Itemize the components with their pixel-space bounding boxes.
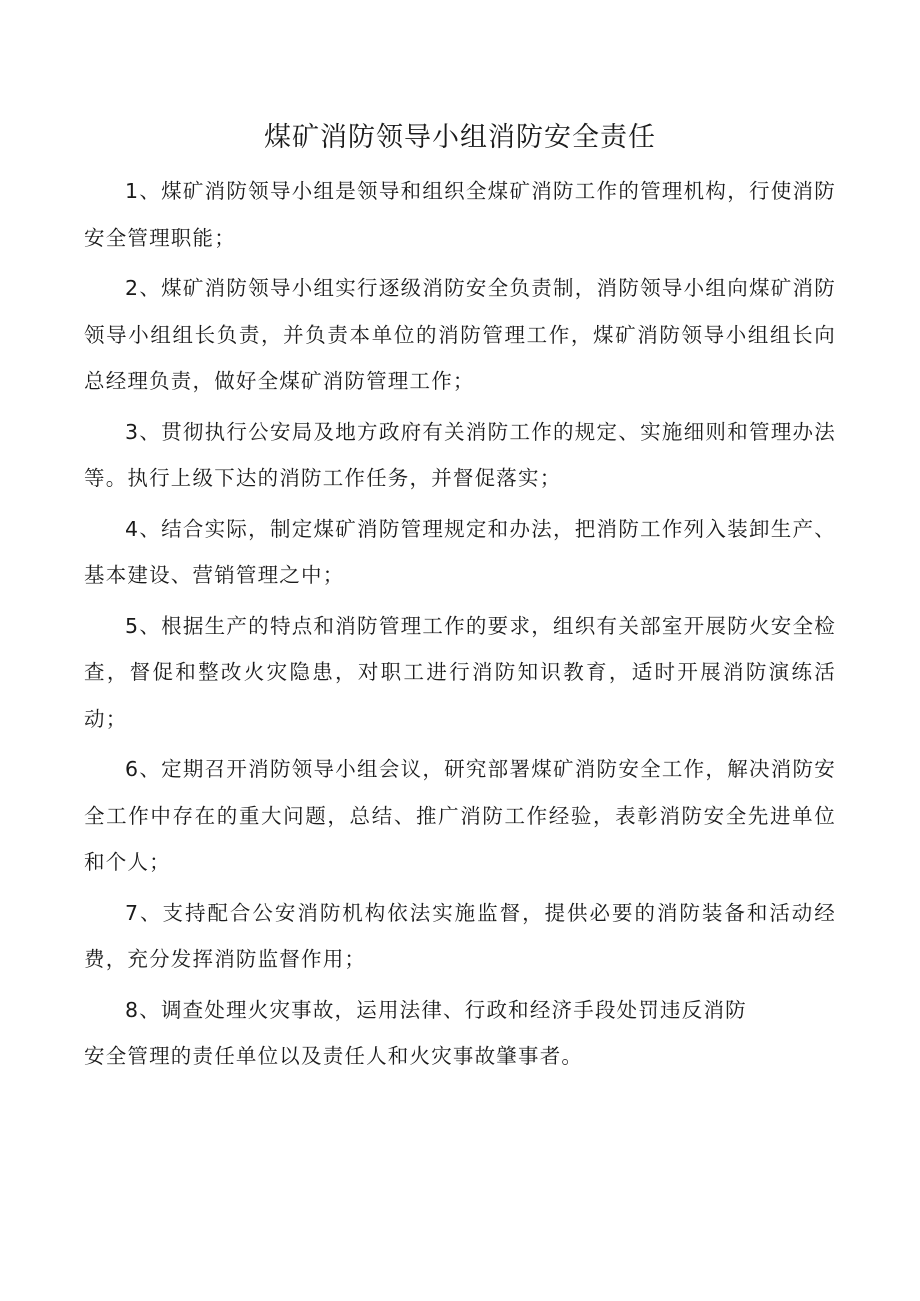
document-body xyxy=(84,168,836,1080)
paragraph-5: 5、根据生产的特点和消防管理工作的要求，组织有关部室开展防火安全检查，督促和整改火灾隐患，对职工进行消防知识教育，适时开展消防演练活动； xyxy=(84,613,836,731)
paragraph-4: 4、结合实际，制定煤矿消防管理规定和办法，把消防工作列入装卸生产、基本建设、营销管理之中； xyxy=(84,516,836,587)
document-title: 煤矿消防领导小组消防安全责任 xyxy=(264,122,656,153)
paragraph-8 xyxy=(84,987,836,1080)
paragraph-2: 2、煤矿消防领导小组实行逐级消防安全负责制，消防领导小组向煤矿消防领导小组组长负责，并负责本单位的消防管理工作，煤矿消防领导小组组长向总经理负责，做好全煤矿消防管理工作； xyxy=(84,276,836,393)
paragraph-7: 7、支持配合公安消防机构依法实施监督，提供必要的消防装备和活动经费，充分发挥消防监督作用； xyxy=(84,900,836,971)
paragraph-6: 6、定期召开消防领导小组会议，研究部署煤矿消防安全工作，解决消防安全工作中存在的重大问题，总结、推广消防工作经验，表彰消防安全先进单位和个人； xyxy=(84,757,836,874)
paragraph-8-line-2: 安全管理的责任单位以及责任人和火灾事故肇事者。 xyxy=(84,1044,584,1068)
paragraph-3: 3、贯彻执行公安局及地方政府有关消防工作的规定、实施细则和管理办法等。执行上级下达的消防工作任务，并督促落实； xyxy=(84,419,836,490)
paragraph-1: 1、煤矿消防领导小组是领导和组织全煤矿消防工作的管理机构，行使消防安全管理职能； xyxy=(84,179,836,250)
paragraph-8-line-1: 8、调查处理火灾事故，运用法律、行政和经济手段处罚违反消防 xyxy=(125,997,747,1022)
